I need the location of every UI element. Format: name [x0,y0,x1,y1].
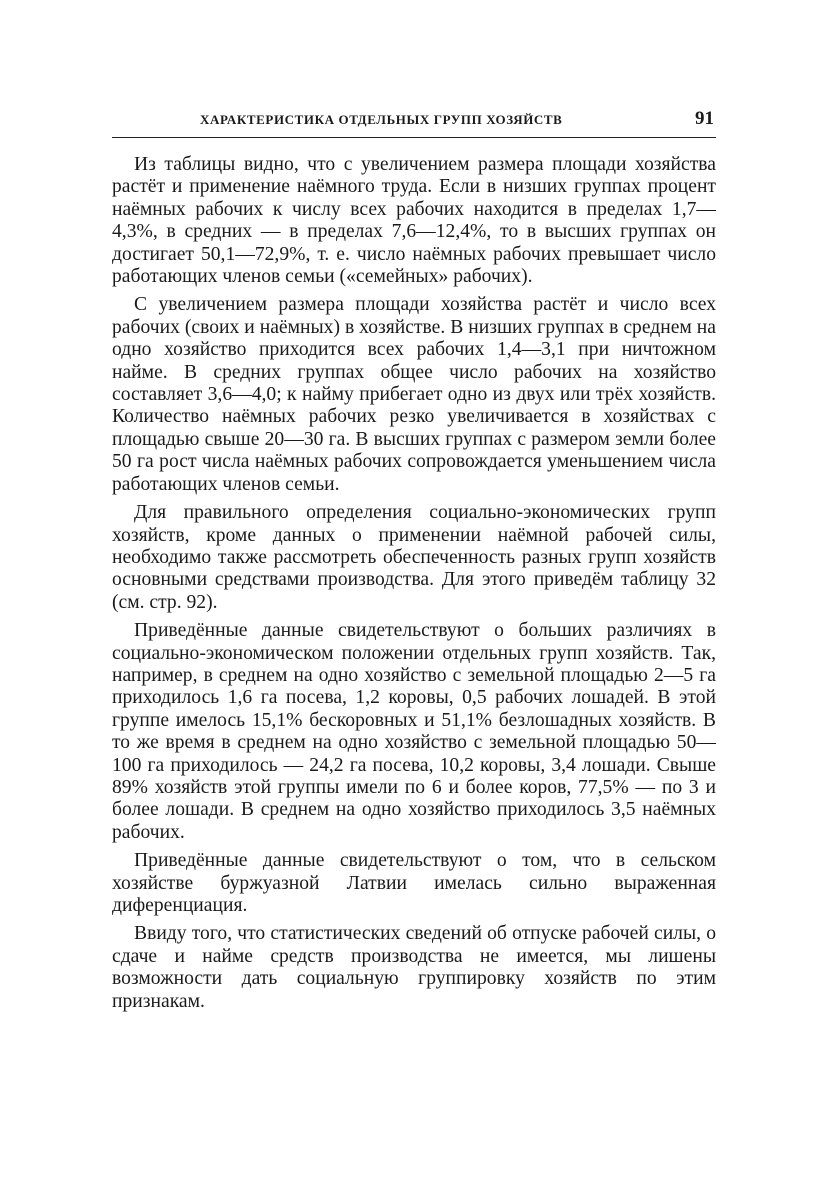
page-number: 91 [695,108,714,129]
body-text [112,154,716,1019]
paragraph: Из таблицы видно, что с увеличением размера площади хозяйства растёт и применение наёмного труда. Если в низших группах процент наёмных рабочих к числу всех рабочих находится в пределах 1,7—4,3%, в средних — в пределах 7,6—12,4%, то в высших группах он достигает 50,1—72,9%, т. е. число наёмных рабочих превышает число работающих членов семьи («семейных» рабочих). [112,154,716,288]
paragraph: Ввиду того, что статистических сведений об отпуске рабочей силы, о сдаче и найме средств производства не имеется, мы лишены возможности дать социальную группировку хозяйств по этим признакам. [112,923,716,1012]
paragraph: С увеличением размера площади хозяйства растёт и число всех рабочих (своих и наёмных) в хозяйстве. В низших группах в среднем на одно хозяйство приходится всех рабочих 1,4—3,1 при ничтожном найме. В средних группах общее число рабочих на хозяйство составляет 3,6—4,0; к найму прибегает одно из двух или трёх хозяйств. Количество наёмных рабочих резко увеличивается в хозяйствах с площадью свыше 20—30 га. В высших группах с размером земли более 50 га рост числа наёмных рабочих сопровождается уменьшением числа работающих членов семьи. [112,294,716,495]
paragraph: Приведённые данные свидетельствуют о больших различиях в социально-экономическом положении отдельных групп хозяйств. Так, например, в среднем на одно хозяйство с земельной площадью 2—5 га приходилось 1,6 га посева, 1,2 коровы, 0,5 рабочих лошадей. В этой группе имелось 15,1% бескоровных и 51,1% безлошадных хозяйств. В то же время в среднем на одно хозяйство с земельной площадью 50—100 га приходилось — 24,2 га посева, 10,2 коровы, 3,4 лошади. Свыше 89% хозяйств этой группы имели по 6 и более коров, 77,5% — по 3 и более лошади. В среднем на одно хозяйство приходилось 3,5 наёмных рабочих. [112,620,716,843]
running-title: ХАРАКТЕРИСТИКА ОТДЕЛЬНЫХ ГРУПП ХОЗЯЙСТВ [200,112,563,127]
page-header [112,108,716,138]
paragraph: Приведённые данные свидетельствуют о том, что в сельском хозяйстве буржуазной Латвии имелась сильно выраженная диференциация. [112,850,716,916]
paragraph: Для правильного определения социально-экономических групп хозяйств, кроме данных о применении наёмной рабочей силы, необходимо также рассмотреть обеспеченность разных групп хозяйств основными средствами производства. Для этого приведём таблицу 32 (см. стр. 92). [112,502,716,613]
header-rule [112,137,716,138]
